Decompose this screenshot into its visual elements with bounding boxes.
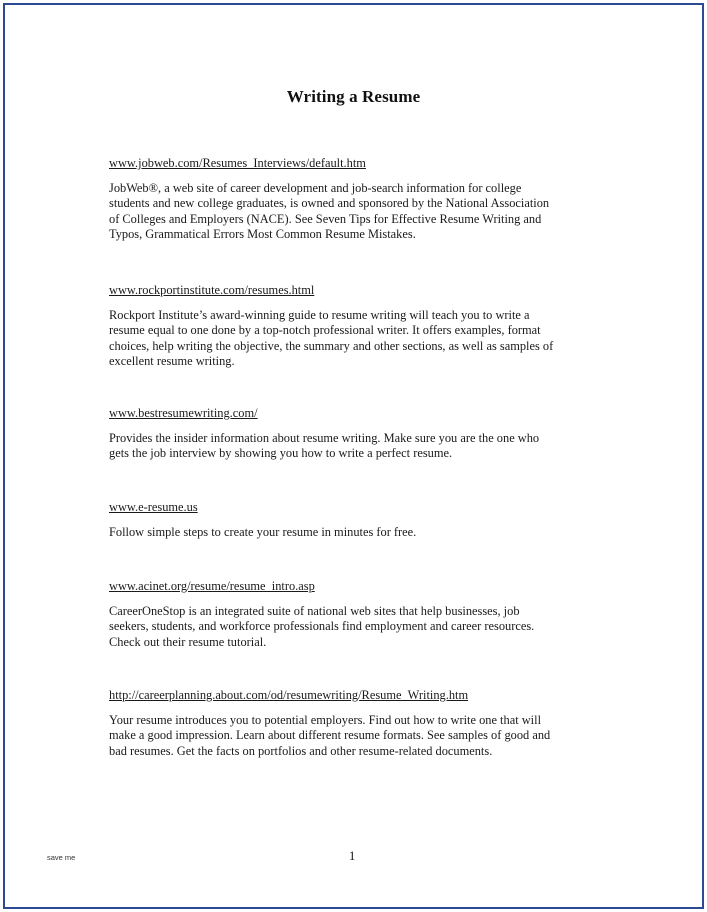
description-line: of Colleges and Employers (NACE). See Seven Tips for Effective Resume Writing and (109, 211, 542, 226)
resource-entry-rockport (109, 283, 609, 370)
description-line: choices, help writing the objective, the summary and other sections, as well as samples of (109, 338, 554, 353)
description-line: make a good impression. Learn about different resume formats. See samples of good and (109, 728, 551, 743)
resource-description-bestresumewriting (109, 431, 609, 462)
resource-entry-jobweb (109, 156, 609, 243)
page-title: Writing a Resume (286, 87, 421, 106)
resource-description-e-resume (109, 525, 609, 540)
description-line: excellent resume writing. (109, 354, 235, 369)
description-line: Provides the insider information about resume writing. Make sure you are the one who (109, 431, 540, 445)
resource-link-e-resume[interactable]: www.e-resume.us (109, 500, 198, 514)
resource-entry-bestresumewriting (109, 406, 609, 462)
description-line: Check out their resume tutorial. (109, 634, 267, 649)
description-line: Typos, Grammatical Errors Most Common Resume Mistakes. (109, 227, 416, 242)
resource-description-acinet (109, 604, 609, 650)
footer-note: save me (47, 853, 76, 862)
resource-entry-acinet (109, 579, 609, 650)
description-line: Follow simple steps to create your resume in minutes for free. (109, 525, 417, 539)
resource-description-rockport (109, 308, 609, 370)
description-line: students and new college graduates, is owned and sponsored by the National Association (109, 196, 550, 211)
resource-entry-careerplanning (109, 688, 609, 759)
resource-link-acinet[interactable]: www.acinet.org/resume/resume_intro.asp (109, 579, 315, 593)
description-line: resume equal to one done by a top-notch professional writer. It offers examples, format (109, 323, 541, 338)
resource-link-careerplanning[interactable]: http://careerplanning.about.com/od/resumewriting/Resume_Writing.htm (109, 688, 469, 702)
description-line: Your resume introduces you to potential employers. Find out how to write one that will (109, 713, 542, 727)
description-line: CareerOneStop is an integrated suite of national web sites that help businesses, job (109, 604, 520, 618)
description-line: JobWeb®, a web site of career development and job-search information for college (109, 181, 522, 195)
description-line: Rockport Institute’s award-winning guide to resume writing will teach you to write a (109, 308, 530, 322)
resource-description-jobweb (109, 181, 609, 243)
page-number: 1 (349, 849, 356, 863)
resource-entry-e-resume (109, 500, 609, 540)
resource-link-jobweb[interactable]: www.jobweb.com/Resumes_Interviews/default.htm (109, 156, 366, 170)
resource-link-bestresumewriting[interactable]: www.bestresumewriting.com/ (109, 406, 258, 420)
description-line: bad resumes. Get the facts on portfolios and other resume-related documents. (109, 743, 493, 758)
resource-link-rockport[interactable]: www.rockportinstitute.com/resumes.html (109, 283, 315, 297)
description-line: seekers, students, and workforce professionals find employment and career resources. (109, 619, 535, 634)
description-line: gets the job interview by showing you how to write a perfect resume. (109, 446, 453, 461)
resource-description-careerplanning (109, 713, 609, 759)
